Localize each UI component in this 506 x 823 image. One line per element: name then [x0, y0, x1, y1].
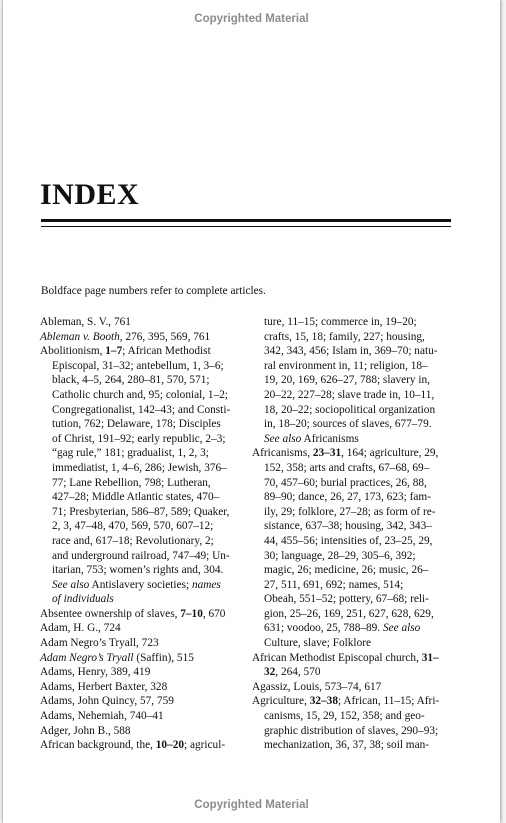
- index-line: race and, 617–18; Revolutionary, 2;: [52, 534, 214, 547]
- index-line: 89–90; dance, 26, 27, 173, 623; fam-: [264, 491, 431, 504]
- index-line: Ableman v. Booth, 276, 395, 569, 761: [40, 330, 211, 343]
- page-title: INDEX: [40, 178, 140, 211]
- index-line: See also Antislavery societies; names: [52, 578, 221, 591]
- index-line: graphic distribution of slaves, 290–93;: [264, 724, 439, 737]
- index-line: of Christ, 191–92; early republic, 2–3;: [52, 432, 226, 445]
- index-line: 30; language, 28–29, 305–6, 392;: [264, 549, 416, 562]
- index-line: 44, 455–56; intensities of, 23–25, 29,: [264, 534, 433, 547]
- index-line: Culture, slave; Folklore: [264, 637, 371, 650]
- index-line: 27, 511, 691, 692; names, 514;: [264, 578, 404, 591]
- boldface-note: Boldface page numbers refer to complete articles.: [41, 285, 266, 297]
- index-line: Absentee ownership of slaves, 7–10, 670: [40, 607, 226, 620]
- index-line: 20–22, 227–28; slave trade in, 10–11,: [264, 388, 435, 401]
- book-page: [3, 0, 500, 823]
- index-line: Adam Negro’s Tryall, 723: [40, 637, 159, 650]
- index-line: African background, the, 10–20; agricul-: [40, 739, 226, 752]
- index-line: 19, 20, 169, 626–27, 788; slavery in,: [264, 374, 430, 387]
- index-line: ral environment in, 11; religion, 18–: [264, 359, 428, 372]
- index-line: itarian, 753; women’s rights and, 304.: [52, 564, 224, 577]
- index-line: 152, 358; arts and crafts, 67–68, 69–: [264, 461, 430, 474]
- index-line: Episcopal, 31–32; antebellum, 1, 3–6;: [52, 359, 224, 372]
- index-line: 18, 20–22; sociopolitical organization: [264, 403, 436, 416]
- index-line: 2, 3, 47–48, 470, 569, 570, 607–12;: [52, 520, 214, 533]
- index-line: 342, 343, 456; Islam in, 369–70; natu-: [264, 345, 438, 358]
- index-column-left: [40, 315, 240, 753]
- index-line: Adams, Henry, 389, 419: [40, 666, 151, 679]
- index-line: Adam, H. G., 724: [40, 622, 121, 635]
- title-rule-thin: [41, 226, 451, 227]
- index-line: gion, 25–26, 169, 251, 627, 628, 629,: [264, 607, 434, 620]
- index-line: sistance, 637–38; housing, 342, 343–: [264, 520, 432, 533]
- index-line: Catholic church and, 95; colonial, 1–2;: [52, 388, 229, 401]
- index-line: Ableman, S. V., 761: [40, 316, 131, 328]
- index-line: Abolitionism, 1–7; African Methodist: [40, 345, 211, 358]
- index-line: in, 18–20; sources of slaves, 677–79.: [264, 418, 432, 431]
- index-line: Obeah, 551–52; pottery, 67–68; reli-: [264, 593, 429, 606]
- index-line: 70, 457–60; burial practices, 26, 88,: [264, 476, 427, 489]
- index-line: 32, 264, 570: [264, 666, 321, 679]
- index-line: Adams, John Quincy, 57, 759: [40, 695, 174, 708]
- copyright-watermark-top: Copyrighted Material: [194, 13, 309, 25]
- index-line: 427–28; Middle Atlantic states, 470–: [52, 491, 220, 504]
- index-line: Adam Negro’s Tryall (Saffin), 515: [40, 651, 194, 664]
- index-line: Africanisms, 23–31, 164; agriculture, 29,: [252, 447, 439, 460]
- index-line: black, 4–5, 264, 280–81, 570, 571;: [52, 374, 210, 387]
- index-line: ture, 11–15; commerce in, 19–20;: [264, 316, 417, 328]
- index-line: Adams, Nehemiah, 740–41: [40, 710, 164, 723]
- index-line: mechanization, 36, 37, 38; soil man-: [264, 739, 430, 752]
- index-column-right: [252, 315, 452, 753]
- index-line: tution, 762; Delaware, 178; Disciples: [52, 418, 221, 431]
- title-rule-thick: [41, 219, 451, 222]
- index-line: Agriculture, 32–38; African, 11–15; Afri-: [252, 695, 440, 708]
- index-line: See also Africanisms: [264, 432, 359, 445]
- index-line: 71; Presbyterian, 586–87, 589; Quaker,: [52, 505, 230, 518]
- index-line: Congregationalist, 142–43; and Consti-: [52, 403, 231, 416]
- index-line: Adams, Herbert Baxter, 328: [40, 680, 168, 693]
- copyright-watermark-bottom: Copyrighted Material: [194, 799, 309, 811]
- index-line: crafts, 15, 18; family, 227; housing,: [264, 330, 425, 343]
- index-line: “gag rule,” 181; gradualist, 1, 2, 3;: [52, 447, 209, 460]
- index-line: 631; voodoo, 25, 788–89. See also: [264, 622, 421, 635]
- index-line: Agassiz, Louis, 573–74, 617: [252, 680, 382, 693]
- index-line: African Methodist Episcopal church, 31–: [252, 651, 439, 664]
- index-line: and underground railroad, 747–49; Un-: [52, 549, 230, 562]
- index-line: canisms, 15, 29, 152, 358; and geo-: [264, 710, 425, 723]
- index-line: magic, 26; medicine, 26; music, 26–: [264, 564, 429, 577]
- index-line: ily, 29; folklore, 27–28; as form of re-: [264, 505, 436, 518]
- index-line: of individuals: [52, 593, 114, 606]
- index-line: Adger, John B., 588: [40, 724, 131, 737]
- index-line: immediatist, 1, 4–6, 286; Jewish, 376–: [52, 461, 227, 474]
- index-line: 77; Lane Rebellion, 798; Lutheran,: [52, 476, 211, 489]
